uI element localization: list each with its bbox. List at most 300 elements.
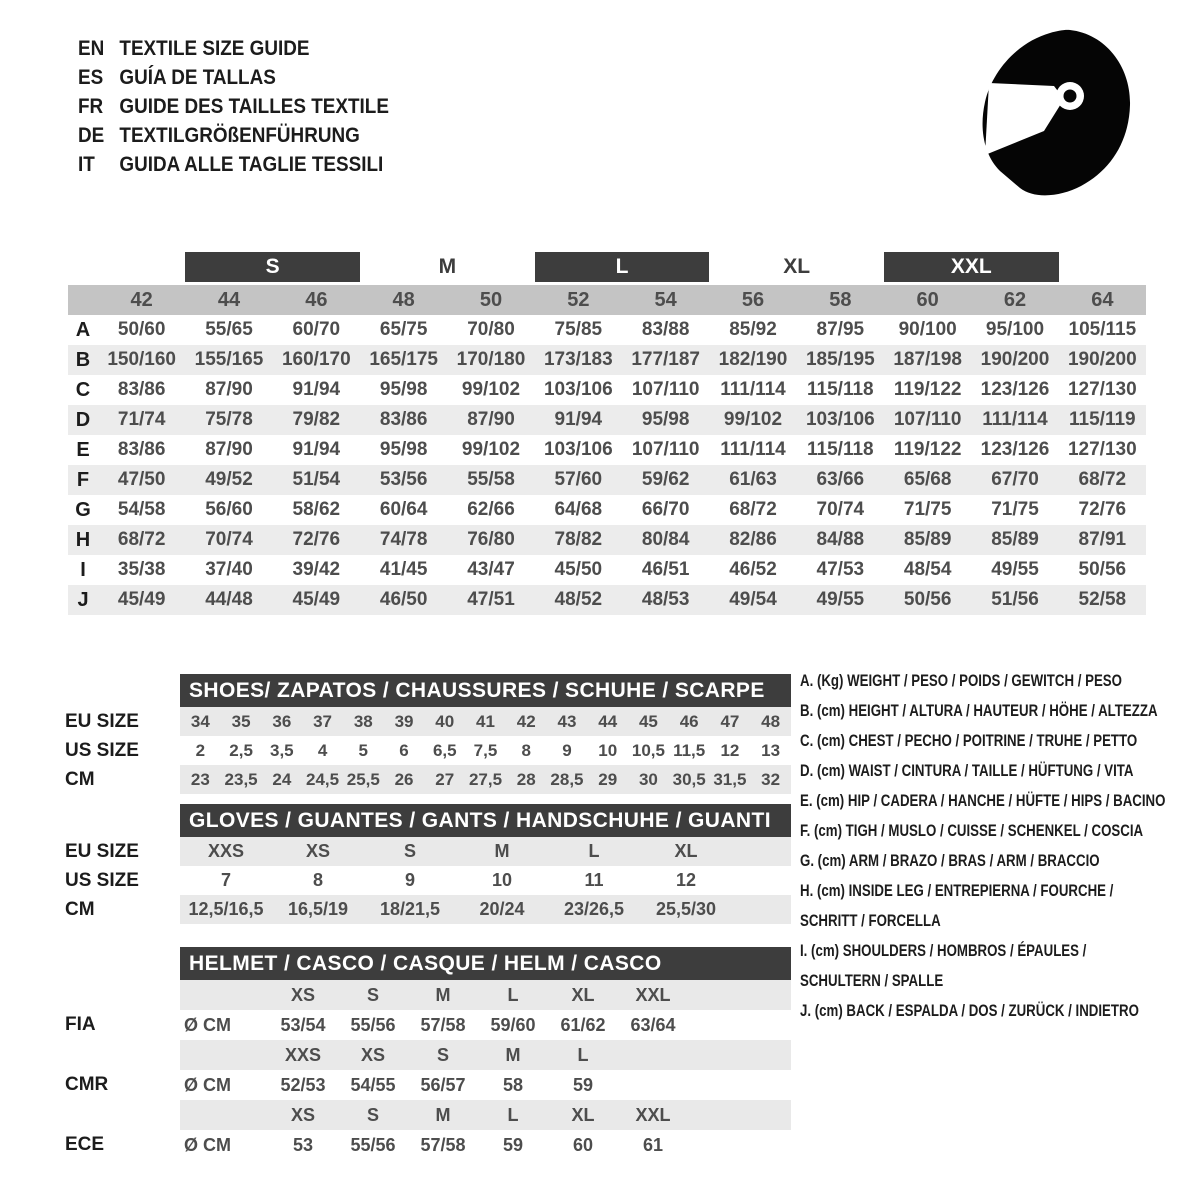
size-value-cell: 54/58 xyxy=(117,499,166,520)
legend-item-line: I. (cm) SHOULDERS / HOMBROS / ÉPAULES / xyxy=(800,941,1087,960)
table-row xyxy=(68,585,1146,615)
helmet-value-cell: 61 xyxy=(642,1134,664,1155)
size-value-cell: 79/82 xyxy=(292,409,341,430)
size-value-cell: 67/70 xyxy=(991,469,1039,490)
size-value-cell: 160/170 xyxy=(281,349,351,370)
size-cell: 24,5 xyxy=(306,769,340,789)
helmet-value-cell: 55/56 xyxy=(350,1134,396,1155)
size-value-cell: 49/52 xyxy=(205,469,253,490)
size-column-header: 46 xyxy=(305,288,328,311)
legend-item-line: G. (cm) ARM / BRAZO / BRAS / ARM / BRACCIO xyxy=(800,851,1100,870)
size-value-cell: 68/72 xyxy=(1078,469,1127,490)
size-value-cell: 56/60 xyxy=(205,499,253,520)
size-value-cell: 57/60 xyxy=(554,469,603,490)
size-cell: 4 xyxy=(317,740,328,760)
row-label: EU SIZE xyxy=(65,710,139,732)
legend-item-line: J. (cm) BACK / ESPALDA / DOS / ZURÜCK / INDIETRO xyxy=(800,1001,1139,1020)
size-table-body xyxy=(68,315,1146,615)
gloves-row xyxy=(65,837,791,866)
gloves-band xyxy=(180,866,791,895)
language-row xyxy=(78,34,389,63)
size-cell: 12,5/16,5 xyxy=(188,899,264,919)
size-value-cell: 59/62 xyxy=(641,469,690,490)
helmet-size-cell: S xyxy=(436,1044,449,1065)
size-value-cell: 70/74 xyxy=(205,529,253,550)
language-title: TEXTILGRÖßENFÜHRUNG xyxy=(119,123,360,147)
size-value-cell: 58/62 xyxy=(292,499,341,520)
size-value-cell: 83/86 xyxy=(117,439,166,460)
size-column-header-row xyxy=(68,285,1146,315)
size-cell: 11 xyxy=(584,870,604,890)
size-value-cell: 123/126 xyxy=(980,439,1050,460)
size-value-cell: 82/86 xyxy=(729,529,777,550)
size-column-header: 52 xyxy=(567,288,590,311)
textile-size-table xyxy=(68,252,1146,615)
size-value-cell: 173/183 xyxy=(543,349,613,370)
size-value-cell: 72/76 xyxy=(1078,499,1127,520)
size-cell: 27 xyxy=(435,769,455,789)
helmet-values-band xyxy=(180,1130,791,1160)
size-value-cell: 48/52 xyxy=(554,589,603,610)
helmet-size-cell: M xyxy=(435,984,451,1005)
size-value-cell: 47/50 xyxy=(117,469,166,490)
size-cell: 29 xyxy=(598,769,618,789)
size-value-cell: 127/130 xyxy=(1067,439,1137,460)
size-value-cell: 70/80 xyxy=(467,319,515,340)
helmet-values-band xyxy=(180,1010,791,1040)
legend-item-line: A. (Kg) WEIGHT / PESO / POIDS / GEWITCH / PESO xyxy=(800,671,1122,690)
size-cell: 27,5 xyxy=(468,769,503,789)
helmet-size-cell: XL xyxy=(571,984,595,1005)
size-value-cell: 80/84 xyxy=(641,529,690,550)
helmet-value-cell: 59 xyxy=(502,1134,524,1155)
row-label: US SIZE xyxy=(65,869,139,891)
helmet-value-cell: 56/57 xyxy=(420,1074,466,1095)
size-value-cell: 103/106 xyxy=(543,379,613,400)
size-value-cell: 111/114 xyxy=(982,409,1048,430)
helmet-sizes-row xyxy=(65,1040,791,1070)
table-row xyxy=(68,345,1146,375)
size-value-cell: 74/78 xyxy=(379,529,428,550)
size-value-cell: 187/198 xyxy=(893,349,962,370)
size-cell: XL xyxy=(674,841,698,861)
size-cell: 48 xyxy=(761,711,781,731)
row-label-spacer xyxy=(65,1100,180,1130)
size-value-cell: 115/118 xyxy=(807,439,874,460)
shoes-size-table xyxy=(65,674,791,794)
size-value-cell: 78/82 xyxy=(554,529,603,550)
size-cell: 7 xyxy=(220,870,231,890)
size-value-cell: 45/50 xyxy=(554,559,603,580)
size-value-cell: 99/102 xyxy=(723,409,783,430)
size-value-cell: 95/98 xyxy=(641,409,690,430)
size-value-cell: 46/50 xyxy=(379,589,428,610)
size-cell: 2 xyxy=(195,740,206,760)
table-row xyxy=(68,315,1146,345)
helmet-value-cell: 63/64 xyxy=(630,1014,676,1035)
size-value-cell: 50/56 xyxy=(903,589,952,610)
helmet-value-cell: 57/58 xyxy=(420,1134,466,1155)
helmet-values-row xyxy=(65,1130,791,1160)
row-letter: D xyxy=(75,408,91,431)
row-label: US SIZE xyxy=(65,739,139,761)
helmet-value-cell: 60 xyxy=(572,1134,594,1155)
helmet-size-cell: XS xyxy=(290,984,315,1005)
size-value-cell: 99/102 xyxy=(461,439,521,460)
size-value-cell: 51/54 xyxy=(292,469,341,490)
size-cell: 44 xyxy=(598,711,618,731)
size-cell: 2,5 xyxy=(229,740,253,760)
size-value-cell: 115/118 xyxy=(807,379,874,400)
size-cell: 30 xyxy=(638,769,658,789)
diameter-unit-label: Ø CM xyxy=(184,1074,231,1095)
size-cell: 12 xyxy=(675,870,697,890)
size-value-cell: 155/165 xyxy=(194,349,264,370)
helmet-value-cell: 52/53 xyxy=(280,1074,326,1095)
size-cell: 47 xyxy=(720,711,740,731)
gloves-row xyxy=(65,866,791,895)
helmet-value-cell: 57/58 xyxy=(420,1014,466,1035)
size-value-cell: 64/68 xyxy=(554,499,603,520)
size-cell: 36 xyxy=(272,711,292,731)
size-value-cell: 35/38 xyxy=(117,559,166,580)
size-value-cell: 71/74 xyxy=(117,409,166,430)
size-cell: 23 xyxy=(190,769,210,789)
diameter-unit-label: Ø CM xyxy=(184,1134,231,1155)
size-value-cell: 48/53 xyxy=(641,589,690,610)
size-value-cell: 105/115 xyxy=(1068,319,1137,340)
shoes-band xyxy=(180,765,791,794)
gloves-band xyxy=(180,837,791,866)
size-cell: 6 xyxy=(399,740,409,760)
size-cell: 45 xyxy=(638,711,658,731)
size-group-l: L xyxy=(535,252,710,282)
size-cell: XXS xyxy=(207,841,245,861)
table-row xyxy=(68,375,1146,405)
shoes-row xyxy=(65,707,791,736)
size-value-cell: 75/78 xyxy=(205,409,253,430)
size-column-header: 54 xyxy=(654,288,677,311)
helmet-size-cell: L xyxy=(507,984,519,1005)
size-column-header: 62 xyxy=(1003,288,1027,311)
standard-label: FIA xyxy=(65,1014,96,1035)
table-row xyxy=(68,495,1146,525)
gloves-table-title: GLOVES / GUANTES / GANTS / HANDSCHUHE / GUANTI xyxy=(180,804,791,837)
size-value-cell: 75/85 xyxy=(554,319,603,340)
helmet-size-cell: M xyxy=(435,1104,451,1125)
row-label: EU SIZE xyxy=(65,840,139,862)
size-value-cell: 60/64 xyxy=(379,499,428,520)
size-value-cell: 83/86 xyxy=(379,409,428,430)
size-column-header: 64 xyxy=(1091,288,1114,311)
size-value-cell: 185/195 xyxy=(805,349,875,370)
row-letter: H xyxy=(75,528,91,551)
size-value-cell: 65/68 xyxy=(903,469,952,490)
helmet-size-table xyxy=(65,947,791,1160)
shoes-band xyxy=(180,707,791,736)
size-cell: 13 xyxy=(761,740,781,760)
size-value-cell: 95/98 xyxy=(379,379,428,400)
size-value-cell: 85/89 xyxy=(903,529,952,550)
size-value-cell: 190/200 xyxy=(980,349,1050,370)
helmet-size-cell: S xyxy=(366,1104,379,1125)
corner-spacer xyxy=(68,285,98,315)
size-value-cell: 37/40 xyxy=(205,559,253,580)
size-cell: 9 xyxy=(404,870,415,890)
helmet-sizes-row xyxy=(65,1100,791,1130)
size-value-cell: 72/76 xyxy=(292,529,341,550)
size-value-cell: 190/200 xyxy=(1067,349,1137,370)
size-group-xl: XL xyxy=(783,255,811,278)
size-cell: 11,5 xyxy=(673,740,706,760)
size-value-cell: 39/42 xyxy=(292,559,341,580)
size-value-cell: 165/175 xyxy=(369,349,438,370)
legend-item-line: E. (cm) HIP / CADERA / HANCHE / HÜFTE / HIPS / BACINO xyxy=(800,791,1166,810)
row-letter: B xyxy=(75,348,91,371)
helmet-size-cell: L xyxy=(577,1044,589,1065)
size-value-cell: 47/53 xyxy=(816,559,865,580)
size-value-cell: 63/66 xyxy=(816,469,865,490)
size-cell: 12 xyxy=(720,740,740,760)
language-code: DE xyxy=(78,123,105,147)
language-code: EN xyxy=(78,36,105,60)
helmet-size-cell: L xyxy=(507,1104,519,1125)
size-cell: 18/21,5 xyxy=(379,899,441,919)
gloves-band xyxy=(180,895,791,924)
size-cell: 8 xyxy=(312,870,323,890)
language-title: GUIDA ALLE TAGLIE TESSILI xyxy=(119,152,384,176)
size-value-cell: 107/110 xyxy=(631,439,700,460)
helmet-values-row xyxy=(65,1070,791,1100)
size-value-cell: 76/80 xyxy=(467,529,515,550)
row-letter: J xyxy=(77,588,89,611)
shoes-table-title: SHOES/ ZAPATOS / CHAUSSURES / SCHUHE / SCARPE xyxy=(180,674,791,707)
size-value-cell: 53/56 xyxy=(379,469,428,490)
size-cell: 23/26,5 xyxy=(563,899,625,919)
size-cell: 41 xyxy=(476,711,495,731)
language-row xyxy=(78,63,389,92)
size-cell: M xyxy=(494,841,510,861)
row-label: CM xyxy=(65,768,95,790)
size-value-cell: 43/47 xyxy=(467,559,515,580)
size-value-cell: 45/49 xyxy=(117,589,166,610)
size-column-header: 42 xyxy=(130,288,153,311)
size-cell: 20/24 xyxy=(479,899,525,919)
helmet-sizes-band xyxy=(180,980,791,1010)
size-cell: 38 xyxy=(353,711,373,731)
row-letter: I xyxy=(80,558,86,581)
size-value-cell: 83/88 xyxy=(641,319,690,340)
size-value-cell: 41/45 xyxy=(379,559,428,580)
size-value-cell: 47/51 xyxy=(467,589,515,610)
size-value-cell: 95/100 xyxy=(985,319,1045,340)
size-cell: 34 xyxy=(190,711,210,731)
legend-item-line: SCHULTERN / SPALLE xyxy=(800,971,944,990)
size-cell: L xyxy=(588,841,600,861)
size-value-cell: 123/126 xyxy=(980,379,1050,400)
size-value-cell: 71/75 xyxy=(903,499,952,520)
legend-item-line: D. (cm) WAIST / CINTURA / TAILLE / HÜFTUNG / VITA xyxy=(800,761,1134,780)
size-value-cell: 50/56 xyxy=(1078,559,1127,580)
size-value-cell: 177/187 xyxy=(631,349,700,370)
size-cell: 23,5 xyxy=(224,769,258,789)
size-value-cell: 51/56 xyxy=(991,589,1039,610)
row-letter: F xyxy=(76,468,90,491)
size-value-cell: 84/88 xyxy=(816,529,865,550)
table-row xyxy=(68,405,1146,435)
size-column-header: 50 xyxy=(479,288,503,311)
size-cell: 39 xyxy=(394,711,414,731)
helmet-size-cell: M xyxy=(505,1044,521,1065)
size-value-cell: 52/58 xyxy=(1078,589,1127,610)
size-cell: 46 xyxy=(679,711,699,731)
size-value-cell: 103/106 xyxy=(543,439,613,460)
size-value-cell: 87/95 xyxy=(816,319,865,340)
helmet-size-cell: XS xyxy=(360,1044,385,1065)
size-group-s: S xyxy=(185,252,360,282)
language-title-list xyxy=(78,34,389,179)
helmet-value-cell: 53 xyxy=(292,1134,314,1155)
size-cell: 32 xyxy=(761,769,781,789)
size-cell: 10,5 xyxy=(631,740,665,760)
size-cell: 9 xyxy=(562,740,572,760)
size-cell: S xyxy=(403,841,416,861)
size-value-cell: 55/65 xyxy=(205,319,253,340)
size-cell: 6,5 xyxy=(432,740,457,760)
size-value-cell: 91/94 xyxy=(292,379,341,400)
size-value-cell: 87/90 xyxy=(205,439,253,460)
size-cell: 10 xyxy=(491,870,513,890)
helmet-sizes-band xyxy=(180,1040,791,1070)
size-group-header-row xyxy=(68,252,1146,282)
size-value-cell: 68/72 xyxy=(117,529,166,550)
size-cell: 8 xyxy=(521,740,531,760)
unit-spacer xyxy=(180,1040,268,1070)
helmet-icon-svg xyxy=(976,26,1138,198)
row-label-spacer xyxy=(65,980,180,1010)
size-cell: 31,5 xyxy=(713,769,747,789)
size-value-cell: 49/55 xyxy=(991,559,1039,580)
size-cell: 25,5 xyxy=(346,769,380,789)
size-cell: 25,5/30 xyxy=(655,899,717,919)
row-label-spacer xyxy=(65,1040,180,1070)
helmet-value-cell: 54/55 xyxy=(350,1074,396,1095)
size-cell: 16,5/19 xyxy=(287,899,349,919)
measurement-legend xyxy=(800,666,1165,1026)
size-value-cell: 127/130 xyxy=(1067,379,1137,400)
size-value-cell: 115/119 xyxy=(1069,409,1136,430)
size-cell: 26 xyxy=(394,769,414,789)
language-title: GUIDE DES TAILLES TEXTILE xyxy=(119,94,389,118)
size-cell: 10 xyxy=(598,740,618,760)
helmet-value-cell: 61/62 xyxy=(560,1014,606,1035)
size-value-cell: 87/90 xyxy=(467,409,515,430)
size-column-header: 48 xyxy=(392,288,415,311)
size-cell: 35 xyxy=(231,711,251,731)
helmet-value-cell: 58 xyxy=(502,1074,524,1095)
table-row xyxy=(68,435,1146,465)
size-value-cell: 182/190 xyxy=(718,349,788,370)
size-cell: 5 xyxy=(358,740,369,760)
size-group-m: M xyxy=(438,255,457,278)
legend-item-line: F. (cm) TIGH / MUSLO / CUISSE / SCHENKEL / COSCIA xyxy=(800,821,1144,840)
helmet-size-cell: XXL xyxy=(635,984,671,1005)
size-cell: 40 xyxy=(435,711,455,731)
size-value-cell: 55/58 xyxy=(467,469,515,490)
helmet-sizes-band xyxy=(180,1100,791,1130)
row-label: CM xyxy=(65,898,95,920)
row-letter: G xyxy=(75,498,91,521)
size-value-cell: 91/94 xyxy=(292,439,341,460)
size-cell: 28,5 xyxy=(550,769,584,789)
size-value-cell: 62/66 xyxy=(467,499,515,520)
gloves-row xyxy=(65,895,791,924)
size-value-cell: 107/110 xyxy=(893,409,962,430)
language-code: FR xyxy=(78,94,104,118)
size-cell: 43 xyxy=(557,711,577,731)
size-value-cell: 44/48 xyxy=(205,589,253,610)
size-value-cell: 49/55 xyxy=(816,589,865,610)
unit-spacer xyxy=(180,980,268,1010)
size-column-header: 44 xyxy=(217,288,241,311)
helmet-size-cell: S xyxy=(366,984,379,1005)
helmet-size-cell: XS xyxy=(290,1104,315,1125)
size-value-cell: 99/102 xyxy=(461,379,521,400)
size-value-cell: 111/114 xyxy=(720,379,786,400)
size-value-cell: 119/122 xyxy=(893,379,962,400)
language-title: GUÍA DE TALLAS xyxy=(119,65,276,89)
size-value-cell: 65/75 xyxy=(379,319,428,340)
size-value-cell: 60/70 xyxy=(292,319,341,340)
size-value-cell: 95/98 xyxy=(379,439,428,460)
size-cell: XS xyxy=(305,841,330,861)
size-value-cell: 46/51 xyxy=(641,559,690,580)
language-code: ES xyxy=(78,65,104,89)
size-value-cell: 150/160 xyxy=(107,349,176,370)
helmet-table-title: HELMET / CASCO / CASQUE / HELM / CASCO xyxy=(180,947,791,980)
table-row xyxy=(68,555,1146,585)
size-value-cell: 49/54 xyxy=(729,589,777,610)
helmet-size-cell: XXL xyxy=(635,1104,671,1125)
standard-label: CMR xyxy=(65,1074,109,1095)
size-value-cell: 71/75 xyxy=(991,499,1039,520)
shoes-row xyxy=(65,736,791,765)
row-letter: E xyxy=(76,438,90,461)
legend-item-line: B. (cm) HEIGHT / ALTURA / HAUTEUR / HÖHE / ALTEZZA xyxy=(800,701,1158,720)
helmet-icon xyxy=(976,26,1138,203)
size-cell: 7,5 xyxy=(473,740,498,760)
size-value-cell: 90/100 xyxy=(898,319,957,340)
helmet-values-row xyxy=(65,1010,791,1040)
size-value-cell: 107/110 xyxy=(631,379,700,400)
size-value-cell: 85/89 xyxy=(991,529,1039,550)
size-cell: 37 xyxy=(313,711,333,731)
standard-label: ECE xyxy=(65,1134,105,1155)
size-value-cell: 87/91 xyxy=(1078,529,1127,550)
size-value-cell: 87/90 xyxy=(205,379,253,400)
size-cell: 24 xyxy=(272,769,292,789)
legend-item-line: H. (cm) INSIDE LEG / ENTREPIERNA / FOURCHE / xyxy=(800,881,1114,900)
language-code: IT xyxy=(78,152,95,176)
size-value-cell: 83/86 xyxy=(117,379,166,400)
helmet-sizes-row xyxy=(65,980,791,1010)
diameter-unit-label: Ø CM xyxy=(184,1014,231,1035)
legend-item-line: SCHRITT / FORCELLA xyxy=(800,911,941,930)
size-value-cell: 45/49 xyxy=(292,589,341,610)
helmet-value-cell: 59 xyxy=(572,1074,594,1095)
size-column-header: 60 xyxy=(916,288,939,311)
size-group-xxl: XXL xyxy=(884,252,1059,282)
